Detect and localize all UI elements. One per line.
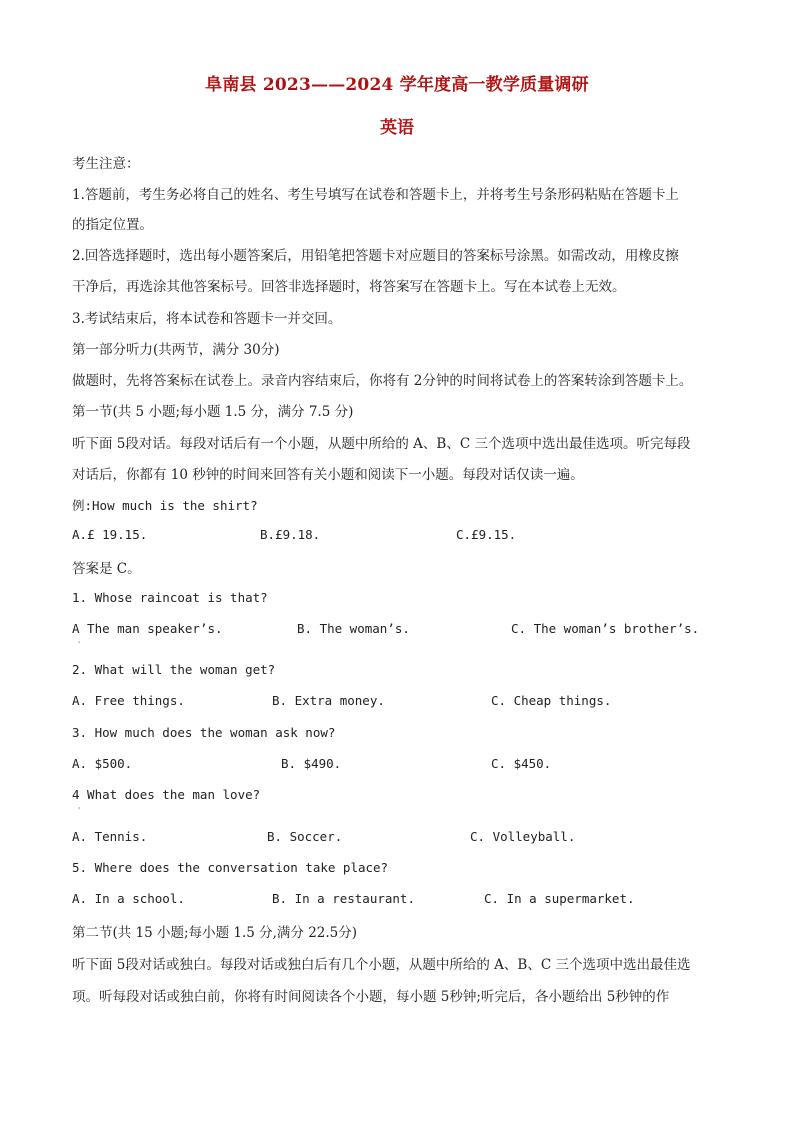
question-1-option-b: B. The woman’s. xyxy=(297,621,410,636)
notice-item-2a: 2.回答选择题时，选出每小题答案后，用铅笔把答题卡对应题目的答案标号涂黑。如需改动，用橡皮擦 xyxy=(72,248,679,264)
example-option-b: B.£9.18. xyxy=(260,527,321,542)
page-title: 阜南县 2023——2024 学年度高一教学质量调研 xyxy=(205,75,589,95)
section2-heading: 第二节(共 15 小题;每小题 1.5 分,满分 22.5分) xyxy=(72,925,358,941)
question-3-option-b: B. $490. xyxy=(281,756,342,771)
subject-title: 英语 xyxy=(380,118,414,138)
question-4-option-c: C. Volleyball. xyxy=(470,829,576,844)
section2-instruction-b: 项。听每段对话或独白前，你将有时间阅读各个小题，每小题 5秒钟;听完后，各小题给出 5秒钟的作 xyxy=(72,989,670,1005)
question-1-option-a: A The man speaker’s. xyxy=(72,621,223,636)
notice-item-1a: 1.答题前，考生务必将自己的姓名、考生号填写在试卷和答题卡上，并将考生号条形码粘贴在答题卡上 xyxy=(72,187,679,203)
part1-instruction: 做题时，先将答案标在试卷上。录音内容结束后，你将有 2分钟的时间将试卷上的答案转涂到答题卡上。 xyxy=(72,373,693,389)
notice-heading: 考生注意： xyxy=(72,156,140,172)
question-3: 3. How much does the woman ask now? xyxy=(72,725,336,740)
section1-instruction-b: 对话后，你都有 10 秒钟的时间来回答有关小题和阅读下一小题。每段对话仅读一遍。 xyxy=(72,467,584,483)
stray-mark: ' xyxy=(78,640,81,649)
notice-item-1b: 的指定位置。 xyxy=(72,217,153,233)
question-4-option-a: A. Tennis. xyxy=(72,829,148,844)
example-question: 例:How much is the shirt? xyxy=(72,498,258,513)
example-option-a: A.£ 19.15. xyxy=(72,527,148,542)
question-5-option-c: C. In a supermarket. xyxy=(484,891,635,906)
question-2-option-c: C. Cheap things. xyxy=(491,693,612,708)
question-2: 2. What will the woman get? xyxy=(72,662,276,677)
example-option-c: C.£9.15. xyxy=(456,527,517,542)
question-2-option-a: A. Free things. xyxy=(72,693,185,708)
question-3-option-c: C. $450. xyxy=(491,756,552,771)
part1-heading: 第一部分听力(共两节，满分 30分) xyxy=(72,342,280,358)
section1-heading: 第一节(共 5 小题;每小题 1.5 分，满分 7.5 分) xyxy=(72,404,354,420)
question-2-option-b: B. Extra money. xyxy=(272,693,385,708)
section1-instruction-a: 听下面 5段对话。每段对话后有一个小题，从题中所给的 A、B、C 三个选项中选出最佳选项。听完每段 xyxy=(72,436,691,452)
question-5: 5. Where does the conversation take place? xyxy=(72,860,389,875)
notice-item-3: 3.考试结束后，将本试卷和答题卡一并交回。 xyxy=(72,311,342,327)
question-5-option-a: A. In a school. xyxy=(72,891,185,906)
example-answer: 答案是 C。 xyxy=(72,561,141,577)
section2-instruction-a: 听下面 5段对话或独白。每段对话或独白后有几个小题，从题中所给的 A、B、C 三个选项中选出最佳选 xyxy=(72,957,691,973)
question-3-option-a: A. $500. xyxy=(72,756,133,771)
question-1: 1. Whose raincoat is that? xyxy=(72,590,268,605)
stray-mark: ' xyxy=(78,806,81,815)
question-4-option-b: B. Soccer. xyxy=(267,829,343,844)
question-5-option-b: B. In a restaurant. xyxy=(272,891,415,906)
question-4: 4 What does the man love? xyxy=(72,787,261,802)
notice-item-2b: 干净后，再选涂其他答案标号。回答非选择题时，将答案写在答题卡上。写在本试卷上无效。 xyxy=(72,279,626,295)
question-1-option-c: C. The woman’s brother’s. xyxy=(511,621,700,636)
